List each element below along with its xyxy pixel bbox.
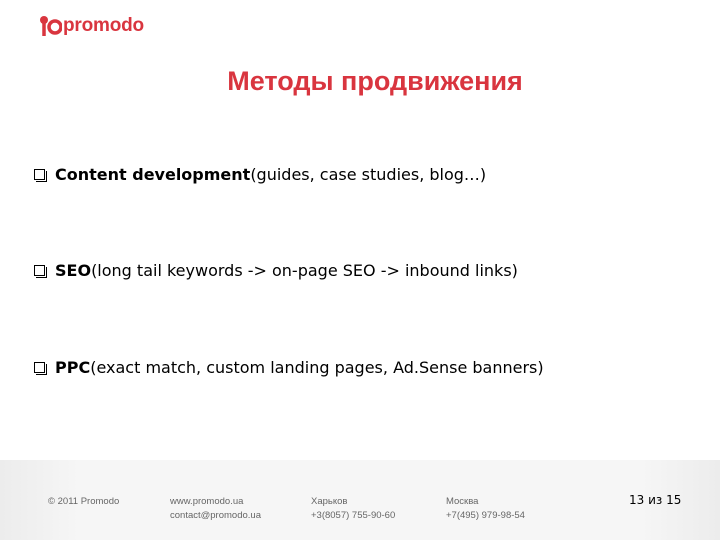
footer-office-moscow	[446, 495, 525, 523]
bullet-bold: PPC	[55, 358, 91, 377]
bullet-bold: Content development	[55, 165, 251, 184]
slide-title: Методы продвижения	[227, 66, 523, 96]
page-number: 13 из 15	[629, 493, 682, 507]
checkbox-bullet-icon	[34, 265, 45, 276]
footer-city: Харьков	[311, 496, 348, 507]
footer-contacts	[170, 495, 261, 523]
footer-website[interactable]: www.promodo.ua	[170, 496, 244, 507]
checkbox-bullet-icon	[34, 362, 45, 373]
bullet-ppc	[34, 358, 544, 377]
logo-text: promodo	[63, 15, 144, 36]
bullet-text: (long tail keywords -> on-page SEO -> inbound links)	[91, 261, 518, 280]
footer-phone: +7(495) 979-98-54	[446, 510, 525, 521]
bullet-text: (guides, case studies, blog…)	[250, 165, 487, 184]
footer-city: Москва	[446, 496, 479, 507]
bullet-seo	[34, 261, 518, 280]
footer-copyright: © 2011 Promodo	[48, 496, 120, 507]
footer-office-kharkiv	[311, 495, 395, 523]
bullet-text: (exact match, custom landing pages, Ad.Sense banners)	[90, 358, 544, 377]
brand-logo	[38, 14, 144, 38]
checkbox-bullet-icon	[34, 169, 45, 180]
bullet-content-development	[34, 165, 486, 184]
footer-email[interactable]: contact@promodo.ua	[170, 510, 261, 521]
bullet-bold: SEO	[55, 261, 92, 280]
promodo-logo-icon	[38, 14, 62, 38]
footer-phone: +3(8057) 755-90-60	[311, 510, 396, 521]
